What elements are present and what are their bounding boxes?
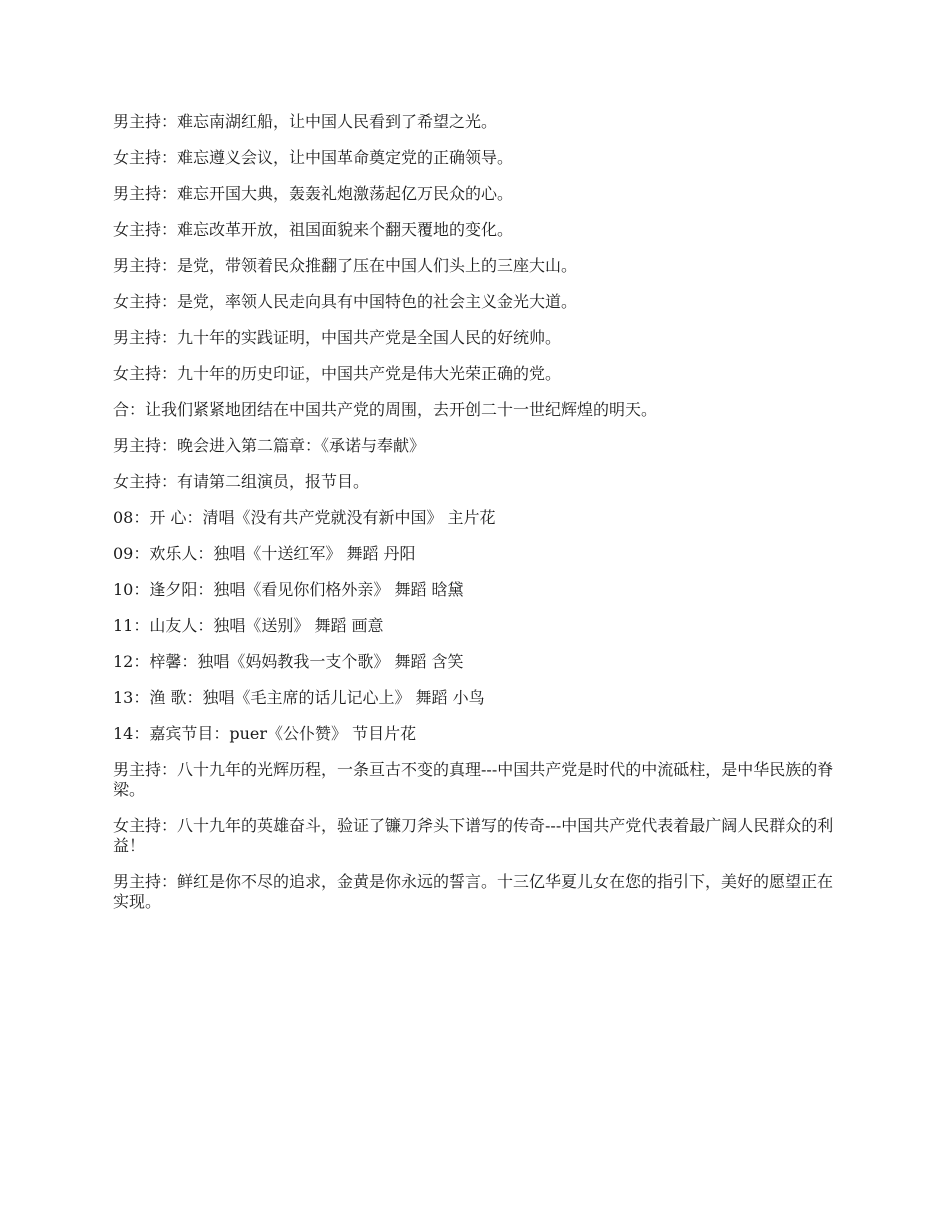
text-line-21: 男主持：鲜红是你不尽的追求，金黄是你永远的誓言。十三亿华夏儿女在您的指引下，美好的愿望正在实现。 bbox=[113, 872, 834, 911]
text-line-1: 男主持：难忘南湖红船，让中国人民看到了希望之光。 bbox=[113, 112, 498, 131]
program-item-11: 11：山友人：独唱《送别》 舞蹈 画意 bbox=[113, 616, 384, 635]
text-line-2: 女主持：难忘遵义会议，让中国革命奠定党的正确领导。 bbox=[113, 148, 514, 167]
program-item-10: 10：逢夕阳：独唱《看见你们格外亲》 舞蹈 晗黛 bbox=[113, 580, 464, 599]
text-line-3: 男主持：难忘开国大典，轰轰礼炮激荡起亿万民众的心。 bbox=[113, 184, 514, 203]
program-item-12: 12：梓馨：独唱《妈妈教我一支个歌》 舞蹈 含笑 bbox=[113, 652, 464, 671]
document-page bbox=[113, 112, 843, 928]
text-line-10: 男主持：晚会进入第二篇章：《承诺与奉献》 bbox=[113, 436, 426, 455]
text-line-7: 男主持：九十年的实践证明，中国共产党是全国人民的好统帅。 bbox=[113, 328, 562, 347]
program-item-13: 13：渔 歌：独唱《毛主席的话儿记心上》 舞蹈 小鸟 bbox=[113, 688, 485, 707]
program-item-14: 14：嘉宾节目：puer《公仆赞》 节目片花 bbox=[113, 724, 417, 743]
text-line-11: 女主持：有请第二组演员，报节目。 bbox=[113, 472, 370, 491]
text-line-5: 男主持：是党，带领着民众推翻了压在中国人们头上的三座大山。 bbox=[113, 256, 578, 275]
text-line-6: 女主持：是党，率领人民走向具有中国特色的社会主义金光大道。 bbox=[113, 292, 578, 311]
text-line-9: 合：让我们紧紧地团结在中国共产党的周围，去开创二十一世纪辉煌的明天。 bbox=[113, 400, 658, 419]
text-line-20: 女主持：八十九年的英雄奋斗，验证了镰刀斧头下谱写的传奇---中国共产党代表着最广阔人民群众的利益！ bbox=[113, 816, 834, 855]
text-line-19: 男主持：八十九年的光辉历程，一条亘古不变的真理---中国共产党是时代的中流砥柱，是中华民族的脊梁。 bbox=[113, 760, 834, 799]
program-item-08: 08：开 心：清唱《没有共产党就没有新中国》 主片花 bbox=[113, 508, 496, 527]
text-line-4: 女主持：难忘改革开放，祖国面貌来个翻天覆地的变化。 bbox=[113, 220, 514, 239]
text-line-8: 女主持：九十年的历史印证，中国共产党是伟大光荣正确的党。 bbox=[113, 364, 562, 383]
program-item-09: 09：欢乐人：独唱《十送红军》 舞蹈 丹阳 bbox=[113, 544, 416, 563]
